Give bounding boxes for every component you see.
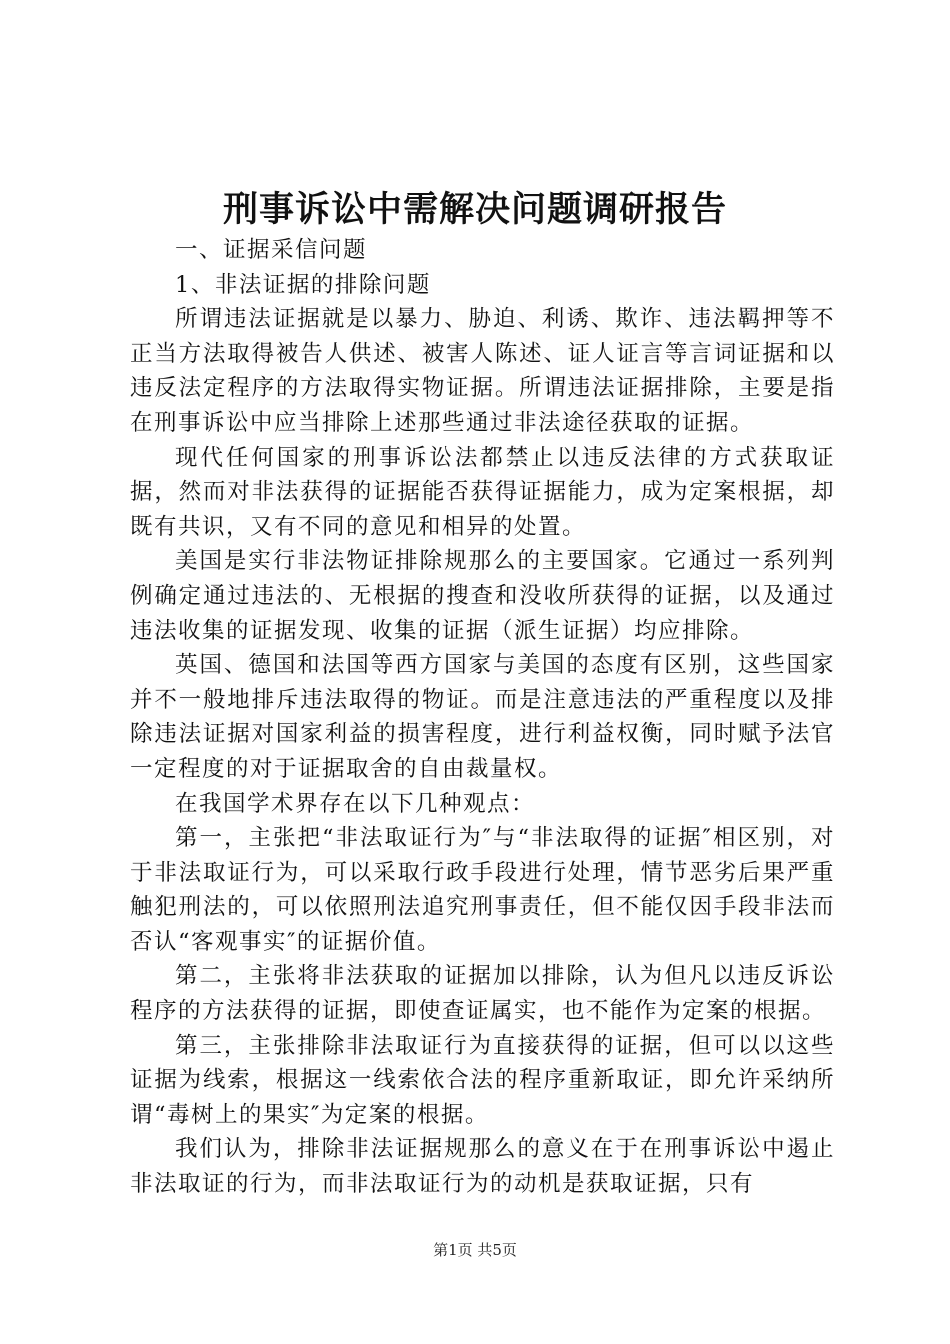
section-heading: 一、证据采信问题 [175, 237, 368, 263]
document-body [130, 233, 835, 1202]
body-paragraph: 我们认为，排除非法证据规那么的意义在于在刑事诉讼中遏止非法取证的行为，而非法取证行为的动机是获取证据，只有 [130, 1136, 835, 1198]
body-paragraph: 英国、德国和法国等西方国家与美国的态度有区别，这些国家并不一般地排斥违法取得的物证。而是注意违法的严重程度以及排除违法证据对国家利益的损害程度，进行利益权衡，同时赋予法官一定程度的对于证据取舍的自由裁量权。 [130, 652, 835, 782]
subsection-heading: 1、非法证据的排除问题 [175, 271, 431, 298]
body-paragraph: 第一，主张把“非法取证行为″与“非法取得的证据″相区别，对于非法取证行为，可以采取行政手段进行处理，情节恶劣后果严重触犯刑法的，可以依照刑法追究刑事责任，但不能仅因手段非法而否认“客观事实″的证据价值。 [130, 825, 835, 955]
body-paragraph: 第三，主张排除非法取证行为直接获得的证据，但可以以这些证据为线索，根据这一线索依合法的程序重新取证，即允许采纳所谓“毒树上的果实″为定案的根据。 [130, 1032, 835, 1128]
body-paragraph: 现代任何国家的刑事诉讼法都禁止以违反法律的方式获取证据，然而对非法获得的证据能否获得证据能力，成为定案根据，却既有共识，又有不同的意见和相异的处置。 [130, 444, 835, 540]
document-title: 刑事诉讼中需解决问题调研报告 [222, 190, 727, 230]
page-number-footer: 第1页 共5页 [433, 1241, 517, 1259]
body-paragraph: 在我国学术界存在以下几种观点： [175, 790, 536, 817]
body-paragraph: 美国是实行非法物证排除规那么的主要国家。它通过一系列判例确定通过违法的、无根据的搜查和没收所获得的证据，以及通过违法收集的证据发现、收集的证据（派生证据）均应排除。 [130, 548, 835, 644]
body-paragraph: 第二，主张将非法获取的证据加以排除，认为但凡以违反诉讼程序的方法获得的证据，即使查证属实，也不能作为定案的根据。 [130, 963, 835, 1025]
body-paragraph: 所谓违法证据就是以暴力、胁迫、利诱、欺诈、违法羁押等不正当方法取得被告人供述、被害人陈述、证人证言等言词证据和以违反法定程序的方法取得实物证据。所谓违法证据排除，主要是指在刑事诉讼中应当排除上述那些通过非法途径获取的证据。 [130, 306, 835, 436]
